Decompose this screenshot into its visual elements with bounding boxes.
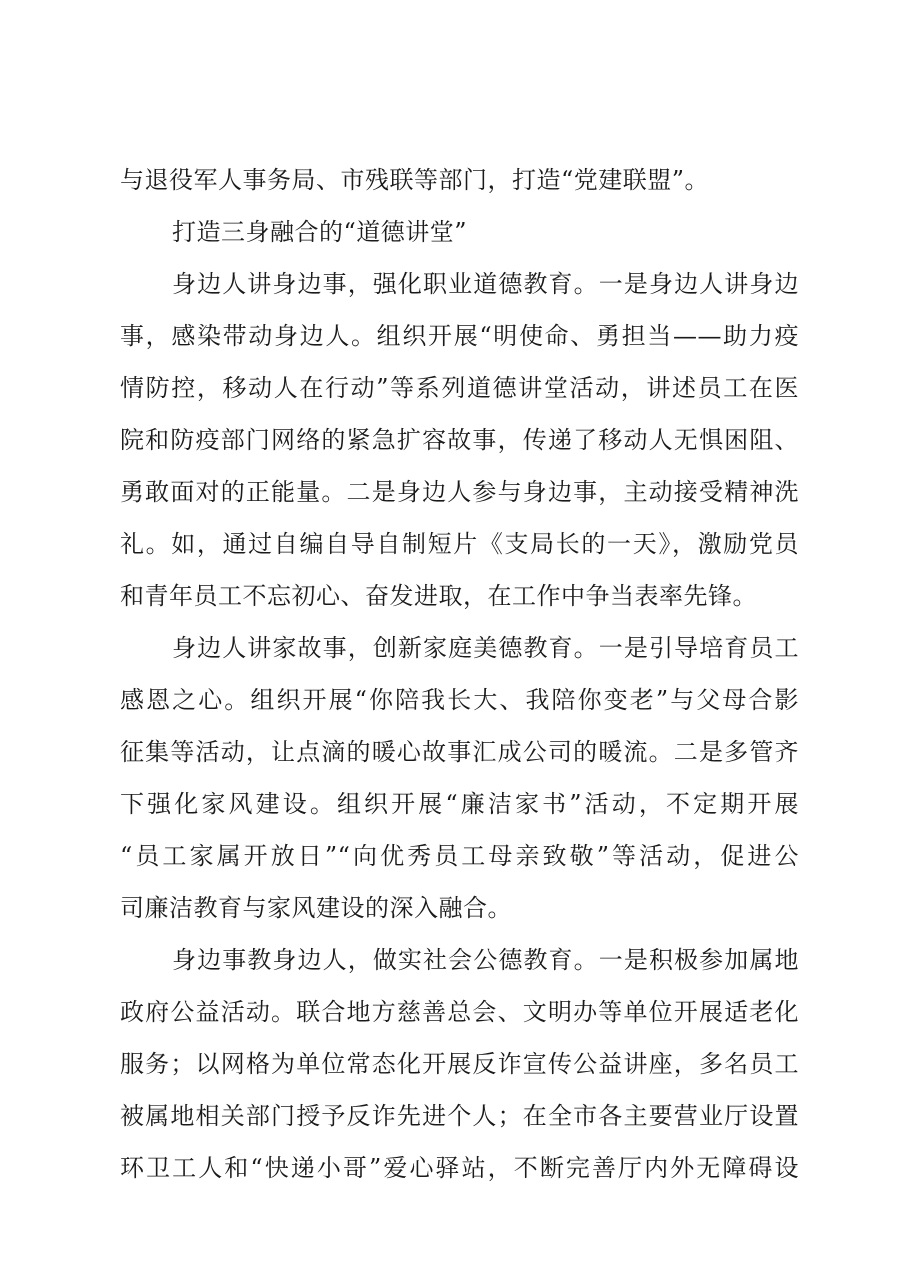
paragraph-3-line-5: 环卫工人和“快递小哥”爱心驿站，不断完善厅内外无障碍设 (120, 1154, 799, 1182)
paragraph-3-line-3: 服务；以网格为单位常态化开展反诈宣传公益讲座，多名员工 (120, 1050, 799, 1078)
paragraph-1-line-1: 身边人讲身边事，强化职业道德教育。一是身边人讲身边 (172, 270, 799, 298)
paragraph-1-line-2: 事，感染带动身边人。组织开展“明使命、勇担当——助力疫 (120, 322, 799, 350)
section-heading: 打造三身融合的“道德讲堂” (172, 218, 468, 246)
text-line-1: 与退役军人事务局、市残联等部门，打造“党建联盟”。 (120, 166, 710, 194)
paragraph-1-line-7: 和青年员工不忘初心、奋发进取，在工作中争当表率先锋。 (120, 582, 757, 610)
paragraph-1-line-5: 勇敢面对的正能量。二是身边人参与身边事，主动接受精神洗 (120, 478, 799, 506)
paragraph-2-line-3: 征集等活动，让点滴的暖心故事汇成公司的暖流。二是多管齐 (120, 738, 799, 766)
paragraph-1-line-6: 礼。如，通过自编自导自制短片《支局长的一天》，激励党员 (120, 530, 799, 558)
paragraph-3-line-2: 政府公益活动。联合地方慈善总会、文明办等单位开展适老化 (120, 998, 799, 1026)
paragraph-2-line-2: 感恩之心。组织开展“你陪我长大、我陪你变老”与父母合影 (120, 686, 799, 714)
paragraph-3-line-1: 身边事教身边人，做实社会公德教育。一是积极参加属地 (172, 946, 799, 974)
paragraph-3-line-4: 被属地相关部门授予反诈先进个人；在全市各主要营业厅设置 (120, 1102, 799, 1130)
paragraph-2-line-6: 司廉洁教育与家风建设的深入融合。 (120, 894, 512, 922)
paragraph-1-line-3: 情防控，移动人在行动”等系列道德讲堂活动，讲述员工在医 (120, 374, 799, 402)
paragraph-2-line-4: 下强化家风建设。组织开展“廉洁家书”活动，不定期开展 (120, 790, 799, 818)
paragraph-1-line-4: 院和防疫部门网络的紧急扩容故事，传递了移动人无惧困阻、 (120, 426, 799, 454)
paragraph-2-line-1: 身边人讲家故事，创新家庭美德教育。一是引导培育员工 (172, 634, 799, 662)
paragraph-2-line-5: “员工家属开放日”“向优秀员工母亲致敬”等活动，促进公 (120, 842, 799, 870)
